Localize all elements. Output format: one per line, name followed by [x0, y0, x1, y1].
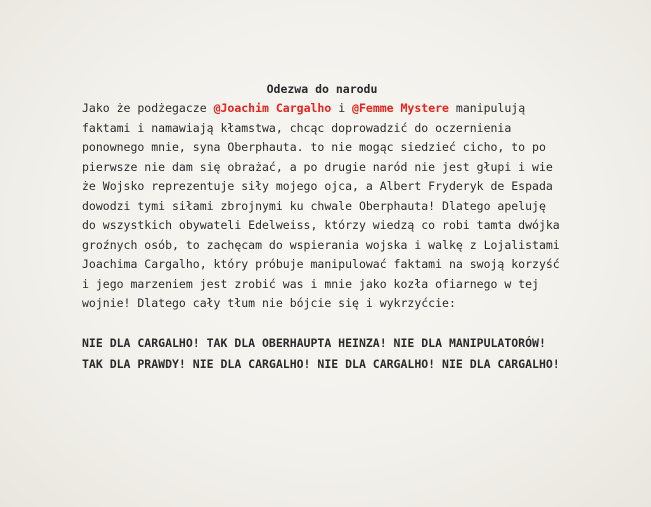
- document-title: Odezwa do narodu: [266, 82, 378, 96]
- intro-text: Jako że podżegacze: [82, 101, 214, 115]
- document-body: [82, 99, 562, 314]
- mention-joachim-cargalho[interactable]: @Joachim Cargalho: [213, 101, 332, 115]
- conjunction-text: i: [331, 101, 353, 115]
- closing-slogans: NIE DLA CARGALHO! TAK DLA OBERHAUPTA HEINZA! NIE DLA MANIPULATORÓW! TAK DLA PRAWDY! NIE DLA CARGALHO! NIE DLA CARGALHO! NIE DLA CARGALHO!: [82, 335, 560, 371]
- document-content: [82, 80, 562, 375]
- body-text: manipulują faktami i namawiają kłamstwa, chcąc doprowadzić do oczernienia ponownego mnie, syna Oberphauta. to nie mogąc siedzieć cicho, to po pierwsze nie dam się obrażać, a po drugie naród nie jest głupi i wie że Wojsko reprezentuje siły mojego ojca, a Albert Fryderyk de Espada dowodzi tymi siłami zbrojnymi ku chwale Oberphauta! Dlatego apeluję do wszystkich obywateli Edelweiss, którzy wiedzą co robi tamta dwójka groźnych osób, to zachęcam do wspierania wojska i walkę z Lojalistami Joachima Cargalho, który próbuje manipulować faktami na swoją korzyść i jego marzeniem jest zrobić was i mnie jako kozła ofiarnego w tej wojnie! Dlatego cały tłum nie bójcie się i wykrzyćcie:: [82, 101, 560, 310]
- mention-femme-mystere[interactable]: @Femme Mystere: [352, 101, 449, 115]
